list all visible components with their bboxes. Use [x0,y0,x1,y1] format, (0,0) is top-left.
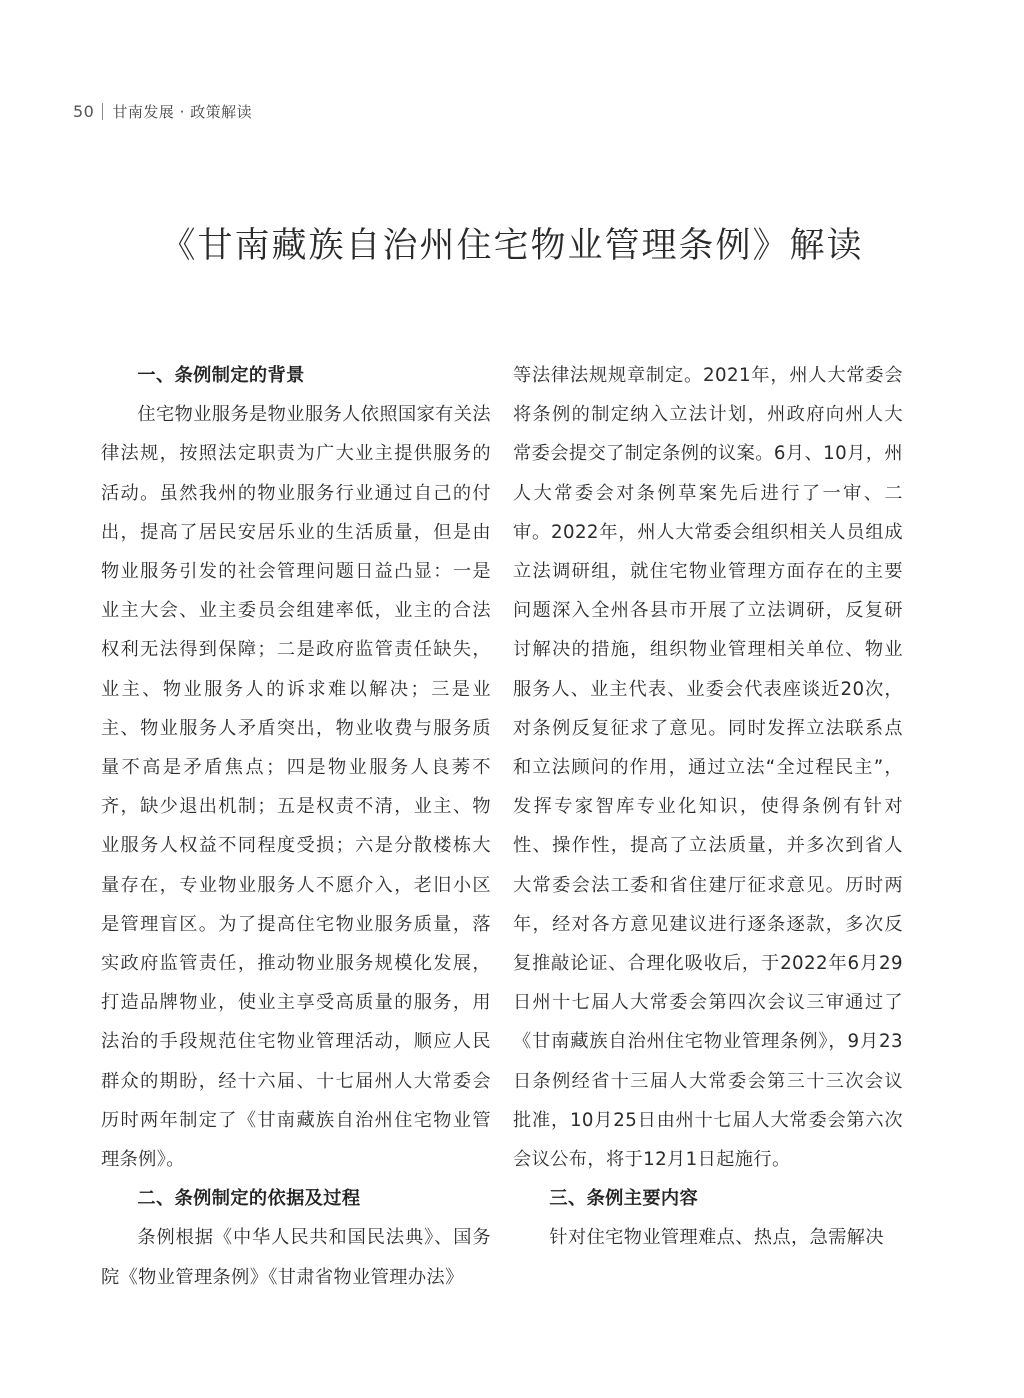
paragraph-basis-start: 条例根据《中华人民共和国民法典》、国务院《物业管理条例》《甘肃省物业管理办法》 [101,1227,491,1288]
section-heading-main-content: 三、条例主要内容 [549,1188,699,1210]
page-number: 50 [73,101,95,121]
section-heading-background: 一、条例制定的背景 [137,365,305,386]
section-heading-basis-process: 二、条例制定的依据及过程 [137,1188,361,1210]
article-title: 《甘南藏族自治州住宅物业管理条例》解读 [160,226,864,266]
running-header [73,100,252,122]
paragraph-basis-continued: 等法律法规规章制定。2021年，州人大常委会将条例的制定纳入立法计划，州政府向州人大常委会提交了制定条例的议案。6月、10月，州人大常委会对条例草案先后进行了一审、二审。2022年，州人大常委会组织相关人员组成立法调研组，就住宅物业管理方面存在的主要问题深入全州各县市开展了立法调研，反复研讨解决的措施，组织物业管理相关单位、物业服务人、业主代表、业委会代表座谈近20次，对条例反复征求了意见。同时发挥立法联系点和立法顾问的作用，通过立法“全过程民主”，发挥专家智库专业化知识，使得条例有针对性、操作性，提高了立法质量，并多次到省人大常委会法工委和省住建厅征求意见。历时两年，经对各方意见建议进行逐条逐款，多次反复推敲论证、合理化吸收后，于2022年6月29日州十七届人大常委会第四次会议三审通过了《甘南藏族自治州住宅物业管理条例》，9月23日条例经省十三届人大常委会第三十三次会议批准，10月25日由州十七届人大常委会第六次会议公布，将于12月1日起施行。 [513,365,903,1171]
paragraph-main-content: 针对住宅物业管理难点、热点，急需解决 [549,1227,884,1249]
header-divider [102,103,103,120]
left-column [101,356,491,1297]
section-label: 甘南发展 · 政策解读 [112,102,253,121]
right-column [513,356,903,1258]
paragraph-background: 住宅物业服务是物业服务人依照国家有关法律法规，按照法定职责为广大业主提供服务的活动。虽然我州的物业服务行业通过自己的付出，提高了居民安居乐业的生活质量，但是由物业服务引发的社会管理问题日益凸显：一是业主大会、业主委员会组建率低，业主的合法权利无法得到保障；二是政府监管责任缺失，业主、物业服务人的诉求难以解决；三是业主、物业服务人矛盾突出，物业收费与服务质量不高是矛盾焦点；四是物业服务人良莠不齐，缺少退出机制；五是权责不清，业主、物业服务人权益不同程度受损；六是分散楼栋大量存在，专业物业服务人不愿介入，老旧小区是管理盲区。为了提高住宅物业服务质量，落实政府监管责任，推动物业服务规模化发展，打造品牌物业，使业主享受高质量的服务，用法治的手段规范住宅物业管理活动，顺应人民群众的期盼，经十六届、十七届州人大常委会历时两年制定了《甘南藏族自治州住宅物业管理条例》。 [101,404,491,1171]
